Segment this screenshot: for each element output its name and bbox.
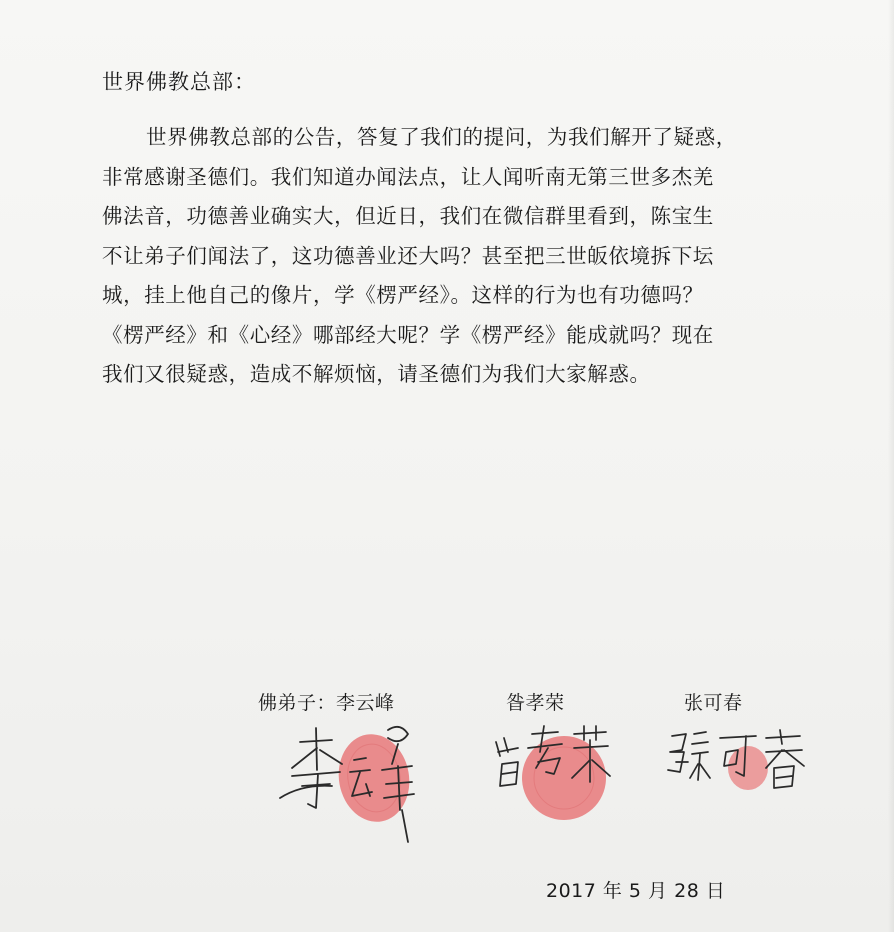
letter-body bbox=[102, 118, 802, 395]
letter-line: 我们又很疑惑，造成不解烦恼，请圣德们为我们大家解惑。 bbox=[102, 362, 651, 386]
thumbprint-3 bbox=[728, 746, 768, 790]
signatory-label-3: 张可春 bbox=[684, 692, 743, 714]
thumbprint-1 bbox=[332, 729, 416, 828]
letter-date: 2017 年 5 月 28 日 bbox=[546, 880, 726, 902]
letter-line: 城，挂上他自己的像片，学《楞严经》。这样的行为也有功德吗？ bbox=[102, 283, 704, 307]
signatory-label-1: 佛弟子：李云峰 bbox=[258, 692, 395, 714]
letter-line: 世界佛教总部的公告，答复了我们的提问，为我们解开了疑惑， bbox=[146, 125, 737, 149]
scan-shadow-edge bbox=[888, 0, 894, 932]
letter-line: 不让弟子们闻法了，这功德善业还大吗？甚至把三世皈依境拆下坛 bbox=[102, 243, 714, 268]
signatory-label-2: 昝孝荣 bbox=[506, 692, 565, 714]
letter-line: 非常感谢圣德们。我们知道办闻法点，让人闻听南无第三世多杰羌 bbox=[102, 164, 714, 189]
signature-2-with-thumbprint bbox=[488, 712, 628, 832]
letter-line: 《楞严经》和《心经》哪部经大呢？学《楞严经》能成就吗？现在 bbox=[102, 322, 714, 347]
letter-salutation: 世界佛教总部： bbox=[102, 70, 256, 94]
thumbprint-2 bbox=[517, 731, 612, 826]
letter-line: 佛法音，功德善业确实大，但近日，我们在微信群里看到，陈宝生 bbox=[102, 204, 714, 228]
signature-3-with-thumbprint bbox=[662, 722, 812, 802]
signature-1-with-thumbprint bbox=[262, 712, 442, 852]
